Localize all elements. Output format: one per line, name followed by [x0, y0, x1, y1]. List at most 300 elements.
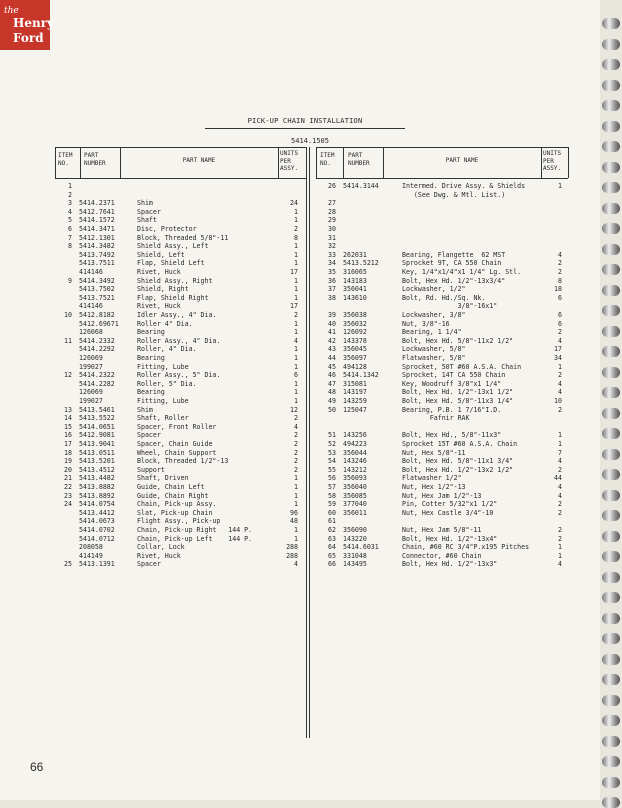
- units-per-assembly: 2: [294, 311, 298, 319]
- item-number: 66: [328, 560, 336, 569]
- part-name: Nut, Hex Jam 1/2"-13: [402, 491, 482, 500]
- item-number: 43: [328, 345, 336, 354]
- binding-coil: [602, 305, 620, 316]
- part-number: 5414.0651: [79, 422, 115, 431]
- binding-coil: [602, 182, 620, 193]
- part-name: Disc, Protector: [137, 225, 197, 233]
- item-number: 5: [68, 216, 72, 225]
- part-number: 5414.2282: [79, 379, 115, 388]
- table-row: [0, 285, 600, 294]
- binding-coil: [602, 510, 620, 521]
- item-number: 53: [328, 448, 336, 457]
- right-header-top-rule: [316, 147, 568, 148]
- item-number: 47: [328, 379, 336, 388]
- units-per-assembly: 2: [558, 268, 562, 276]
- item-number: 33: [328, 250, 336, 259]
- units-per-assembly: 2: [558, 328, 562, 337]
- table-row: [0, 191, 600, 200]
- units-per-assembly: 2: [558, 526, 562, 534]
- binding-coil: [602, 531, 620, 542]
- units-per-assembly: 1: [294, 500, 298, 509]
- part-name: Guide, Chain Left: [137, 483, 205, 491]
- units-per-assembly: 2: [558, 500, 562, 509]
- part-number: 5412.7641: [79, 207, 115, 216]
- part-number: 5414.2371: [79, 199, 115, 208]
- part-name: Guide, Chain Right: [137, 491, 209, 500]
- table-row: [0, 242, 600, 251]
- part-number: 262031: [343, 250, 367, 259]
- binding-coil: [602, 121, 620, 132]
- part-name: Bolt, Hex Hd. 1/2"-13x3/4": [402, 276, 506, 285]
- part-number: 356041: [343, 285, 367, 294]
- part-name: Sprocket, 50T #60 A.S.A. Chain: [402, 362, 522, 371]
- units-per-assembly: 1: [294, 293, 298, 302]
- part-number: 5413.5461: [79, 405, 115, 414]
- table-row: [0, 535, 600, 544]
- part-number: 5413.4482: [79, 474, 115, 483]
- binding-coil: [602, 572, 620, 583]
- item-number: 21: [64, 474, 72, 483]
- table-row: [0, 509, 600, 518]
- part-number: 5414.3144: [343, 182, 379, 190]
- part-name: Roller, 4" Dia.: [137, 345, 197, 354]
- table-row: [0, 440, 600, 449]
- units-per-assembly: 1: [294, 526, 298, 534]
- units-per-assembly: 8: [558, 276, 562, 285]
- binding-coil: [602, 18, 620, 29]
- part-number: 199027: [79, 397, 103, 405]
- table-row: [0, 414, 600, 423]
- units-per-assembly: 1: [294, 379, 298, 388]
- units-per-assembly: 288: [286, 551, 298, 560]
- part-number: 5413.7521: [79, 293, 115, 302]
- part-name: 3/8"-16x1": [402, 302, 498, 311]
- units-per-assembly: 1: [294, 250, 298, 259]
- part-number: 5412.69671: [79, 319, 119, 328]
- units-per-assembly: 17: [554, 345, 562, 354]
- part-number: 5414.0712: [79, 534, 115, 543]
- table-row: [0, 311, 600, 320]
- logo-text-the: the: [4, 6, 19, 16]
- part-name: Flap, Shield Left: [137, 259, 205, 268]
- table-row: [0, 431, 600, 440]
- binding-coil: [602, 244, 620, 255]
- part-number: 125047: [343, 405, 367, 414]
- units-per-assembly: 44: [554, 474, 562, 483]
- units-per-assembly: 1: [294, 276, 298, 285]
- part-name: Bearing, Flangette 62 MST: [402, 250, 506, 259]
- binding-coil: [602, 141, 620, 152]
- part-name: Wheel, Chain Support: [137, 448, 217, 457]
- part-name: Shaft: [137, 216, 157, 225]
- part-name: Shield, Left: [137, 250, 185, 259]
- binding-coil: [602, 264, 620, 275]
- units-per-assembly: 24: [290, 199, 298, 208]
- part-name: Shield, Right: [137, 285, 189, 294]
- units-per-assembly: 1: [558, 431, 562, 440]
- units-per-assembly: 1: [294, 397, 298, 405]
- units-per-assembly: 1: [294, 388, 298, 397]
- part-number: 126069: [79, 388, 103, 397]
- part-name: Idler Assy., 4" Dia.: [137, 311, 217, 319]
- table-row: [0, 552, 600, 561]
- table-row: [0, 182, 600, 191]
- left-header-top-rule: [55, 147, 307, 148]
- part-number: 414146: [79, 302, 103, 311]
- part-number: 5414.3471: [79, 225, 115, 233]
- binding-coil: [602, 654, 620, 665]
- binding-coil: [602, 223, 620, 234]
- table-row: [0, 517, 600, 526]
- logo-text-henry: Henry: [13, 16, 54, 30]
- part-name: Fafnir RAK: [402, 414, 470, 423]
- part-number: 126068: [79, 328, 103, 337]
- item-number: 48: [328, 388, 336, 397]
- part-number: 5413.5201: [79, 457, 115, 466]
- part-number: 199027: [79, 362, 103, 371]
- item-number: 51: [328, 431, 336, 440]
- item-number: 22: [64, 483, 72, 491]
- right-col-part-header: PART NUMBER: [348, 152, 370, 167]
- part-name: Block, Threaded 1/2"-13: [137, 457, 229, 466]
- units-per-assembly: 4: [558, 457, 562, 466]
- units-per-assembly: 1: [294, 362, 298, 371]
- part-name: Bolt, Rd. Hd./Sq. Nk.: [402, 293, 486, 302]
- binding-coil: [602, 59, 620, 70]
- part-number: 356040: [343, 483, 367, 491]
- part-name: Bearing, 1 1/4": [402, 328, 462, 337]
- binding-coil: [602, 408, 620, 419]
- part-name: Sprocket 15T #60 A.S.A. Chain: [402, 440, 518, 448]
- logo-text-ford: Ford: [13, 31, 44, 45]
- binding-coil: [602, 449, 620, 460]
- units-per-assembly: 2: [558, 508, 562, 517]
- binding-coil: [602, 39, 620, 50]
- units-per-assembly: 1: [294, 474, 298, 483]
- item-number: 16: [64, 431, 72, 440]
- item-number: 38: [328, 293, 336, 302]
- units-per-assembly: 288: [286, 543, 298, 552]
- item-number: 19: [64, 457, 72, 466]
- part-name: Lockwasher, 5/8": [402, 345, 466, 354]
- binding-coil: [602, 203, 620, 214]
- part-number: 5413.5212: [343, 259, 379, 268]
- item-number: 1: [68, 182, 72, 190]
- part-name: Fitting, Lube: [137, 362, 189, 371]
- part-number: 5414.2322: [79, 371, 115, 380]
- part-number: 5412.9081: [79, 431, 115, 440]
- units-per-assembly: 1: [294, 491, 298, 500]
- item-number: 3: [68, 199, 72, 208]
- units-per-assembly: 1: [294, 242, 298, 251]
- units-per-assembly: 48: [290, 517, 298, 526]
- page-title: PICK-UP CHAIN INSTALLATION: [247, 117, 363, 125]
- part-name: Shim: [137, 199, 153, 208]
- units-per-assembly: 17: [290, 268, 298, 276]
- item-number: 13: [64, 405, 72, 414]
- part-number: 356045: [343, 345, 367, 354]
- units-per-assembly: 2: [558, 534, 562, 543]
- units-per-assembly: 2: [294, 448, 298, 457]
- part-name: Roller, 5" Dia.: [137, 379, 197, 388]
- table-row: [0, 483, 600, 492]
- units-per-assembly: 8: [294, 233, 298, 242]
- part-name: Rivet, Huck: [137, 551, 181, 560]
- part-name: Flatwasher 1/2": [402, 474, 462, 483]
- table-row: [0, 371, 600, 380]
- table-row: [0, 225, 600, 234]
- table-row: [0, 492, 600, 501]
- part-number: 356044: [343, 448, 367, 457]
- table-row: [0, 268, 600, 277]
- part-number: 143495: [343, 560, 367, 569]
- item-number: 15: [64, 422, 72, 431]
- item-number: 60: [328, 508, 336, 517]
- table-row: [0, 320, 600, 329]
- left-header-bottom-rule: [55, 178, 307, 179]
- part-name: Nut, 3/8"-16: [402, 319, 450, 328]
- right-header-divider-3: [541, 147, 542, 178]
- left-col-name-header: PART NAME: [182, 157, 216, 164]
- item-number: 30: [328, 225, 336, 233]
- table-row: [0, 354, 600, 363]
- units-per-assembly: 2: [558, 405, 562, 414]
- units-per-assembly: 17: [290, 302, 298, 311]
- part-number: 126069: [79, 354, 103, 362]
- assembly-number: 5414.1505: [291, 137, 329, 145]
- item-number: 23: [64, 491, 72, 500]
- item-number: 34: [328, 259, 336, 268]
- table-row: [0, 216, 600, 225]
- part-name: Flap, Shield Right: [137, 293, 209, 302]
- table-row: [0, 251, 600, 260]
- units-per-assembly: 4: [294, 560, 298, 569]
- part-name: Intermed. Drive Assy. & Shields: [402, 182, 526, 190]
- part-number: 356085: [343, 491, 367, 500]
- item-number: 35: [328, 268, 336, 276]
- part-name: Bolt, Hex Hd. 1/2"-13x1 1/2": [402, 388, 514, 397]
- part-number: 377040: [343, 500, 367, 509]
- part-number: 356090: [343, 526, 367, 534]
- part-name: Flight Assy., Pick-up: [137, 517, 221, 526]
- item-number: 4: [68, 207, 72, 216]
- part-number: 356093: [343, 474, 367, 483]
- item-number: 49: [328, 397, 336, 405]
- part-number: 126092: [343, 328, 367, 337]
- item-number: 65: [328, 551, 336, 560]
- item-number: 41: [328, 328, 336, 337]
- part-name: Roller 4" Dia.: [137, 319, 193, 328]
- item-number: 26: [328, 182, 336, 190]
- part-number: 143183: [343, 276, 367, 285]
- henry-ford-logo: [0, 0, 54, 50]
- part-name: Key, Woodruff 3/8"x1 1/4": [402, 379, 502, 388]
- binding-coil: [602, 428, 620, 439]
- binding-coil: [602, 490, 620, 501]
- item-number: 7: [68, 233, 72, 242]
- part-number: 414146: [79, 268, 103, 276]
- item-number: 25: [64, 560, 72, 569]
- right-header-divider-0: [316, 147, 317, 178]
- units-per-assembly: 4: [558, 560, 562, 569]
- units-per-assembly: 6: [294, 371, 298, 380]
- units-per-assembly: 4: [294, 422, 298, 431]
- part-number: 316065: [343, 268, 367, 276]
- item-number: 9: [68, 276, 72, 285]
- part-number: 5413.8882: [79, 483, 115, 491]
- part-name: Spacer: [137, 207, 161, 216]
- item-number: 64: [328, 543, 336, 552]
- part-name: Shield Assy., Left: [137, 242, 209, 251]
- part-number: 5414.2332: [79, 336, 115, 345]
- binding-coil: [602, 162, 620, 173]
- part-number: 331048: [343, 551, 367, 560]
- units-per-assembly: 1: [294, 285, 298, 294]
- units-per-assembly: 2: [294, 440, 298, 448]
- right-col-units-header: UNITS PER ASSY.: [543, 150, 562, 172]
- part-number: 5413.8892: [79, 491, 115, 500]
- units-per-assembly: 1: [558, 182, 562, 190]
- left-col-part-header: PART NUMBER: [84, 152, 106, 167]
- part-name: Key, 1/4"x1/4"x1 1/4" Lg. Stl.: [402, 268, 522, 276]
- part-name: Bearing, P.B. 1 7/16"I.D.: [402, 405, 502, 414]
- right-header-divider-2: [383, 147, 384, 178]
- table-row: [0, 543, 600, 552]
- part-name: Nut, Hex Castle 3/4"-10: [402, 508, 494, 517]
- item-number: 36: [328, 276, 336, 285]
- item-number: 17: [64, 440, 72, 448]
- table-row: [0, 449, 600, 458]
- part-name: Sprocket 9T, CA 550 Chain: [402, 259, 502, 268]
- part-name: Bearing: [137, 328, 165, 337]
- part-name: Pin, Cotter 5/32"x1 1/2": [402, 500, 498, 509]
- part-number: 5412.8182: [79, 311, 115, 319]
- part-number: 5414.6031: [343, 543, 379, 552]
- part-name: Chain, #60 RC 3/4"P.x195 Pitches: [402, 543, 530, 552]
- part-name: Spacer: [137, 560, 161, 569]
- part-number: 5414.0673: [79, 517, 115, 526]
- left-header-divider-1: [80, 147, 81, 178]
- part-number: 5413.1391: [79, 560, 115, 569]
- part-number: 315081: [343, 379, 367, 388]
- binding-coil: [602, 756, 620, 767]
- right-header-bottom-rule: [316, 178, 568, 179]
- part-number: 5413.0511: [79, 448, 115, 457]
- units-per-assembly: 1: [294, 259, 298, 268]
- item-number: 44: [328, 354, 336, 362]
- part-name: Shaft, Driven: [137, 474, 189, 483]
- units-per-assembly: 96: [290, 508, 298, 517]
- units-per-assembly: 1: [294, 534, 298, 543]
- table-row: [0, 380, 600, 389]
- table-row: [0, 406, 600, 415]
- binding-coil: [602, 715, 620, 726]
- part-number: 356038: [343, 311, 367, 319]
- item-number: 29: [328, 216, 336, 225]
- item-number: 31: [328, 233, 336, 242]
- right-col-item-header: ITEM NO.: [320, 152, 335, 167]
- item-number: 54: [328, 457, 336, 466]
- units-per-assembly: 1: [294, 354, 298, 362]
- page-number: 66: [30, 760, 44, 774]
- units-per-assembly: 7: [558, 448, 562, 457]
- units-per-assembly: 2: [558, 259, 562, 268]
- item-number: 63: [328, 534, 336, 543]
- binding-coil: [602, 695, 620, 706]
- part-number: 494223: [343, 440, 367, 448]
- part-name: Nut, Hex 1/2"-13: [402, 483, 466, 491]
- part-number: 143378: [343, 336, 367, 345]
- part-name: Bolt, Hex Hd. 1/2"-13x4": [402, 534, 498, 543]
- units-per-assembly: 1: [558, 440, 562, 448]
- table-row: [0, 397, 600, 406]
- units-per-assembly: 2: [558, 465, 562, 474]
- part-name: Slat, Pick-up Chain: [137, 508, 213, 517]
- table-row: [0, 457, 600, 466]
- item-number: 55: [328, 465, 336, 474]
- units-per-assembly: 6: [558, 319, 562, 328]
- units-per-assembly: 1: [558, 551, 562, 560]
- table-row: [0, 474, 600, 483]
- spiral-binding: [600, 0, 622, 800]
- table-row: [0, 328, 600, 337]
- part-name: Lockwasher, 3/8": [402, 311, 466, 319]
- right-header-divider-1: [343, 147, 344, 178]
- part-number: 5412.1301: [79, 233, 115, 242]
- part-name: Shim: [137, 405, 153, 414]
- part-number: 143197: [343, 388, 367, 397]
- units-per-assembly: 34: [554, 354, 562, 362]
- units-per-assembly: 4: [558, 491, 562, 500]
- binding-coil: [602, 285, 620, 296]
- item-number: 57: [328, 483, 336, 491]
- part-number: 414149: [79, 551, 103, 560]
- binding-coil: [602, 346, 620, 357]
- item-number: 20: [64, 465, 72, 474]
- units-per-assembly: 6: [558, 311, 562, 319]
- part-number: 494128: [343, 362, 367, 371]
- part-number: 5414.1572: [79, 216, 115, 225]
- item-number: 39: [328, 311, 336, 319]
- item-number: 37: [328, 285, 336, 294]
- binding-coil: [602, 551, 620, 562]
- part-name: Nut, Hex Jam 5/8"-11: [402, 526, 482, 534]
- part-name: Chain, Pick-up Right 144 P.: [137, 526, 253, 534]
- units-per-assembly: 2: [294, 431, 298, 440]
- part-name: Lockwasher, 1/2": [402, 285, 466, 294]
- units-per-assembly: 4: [558, 483, 562, 491]
- item-number: 59: [328, 500, 336, 509]
- part-name: Spacer: [137, 431, 161, 440]
- binding-coil: [602, 469, 620, 480]
- binding-coil: [602, 367, 620, 378]
- part-number: 143246: [343, 457, 367, 466]
- part-number: 5413.5522: [79, 414, 115, 423]
- part-name: Collar, Lock: [137, 543, 185, 552]
- part-number: 5414.1342: [343, 371, 379, 380]
- item-number: 10: [64, 311, 72, 319]
- table-row: [0, 423, 600, 432]
- units-per-assembly: 4: [294, 336, 298, 345]
- units-per-assembly: 12: [290, 405, 298, 414]
- binding-coil: [602, 387, 620, 398]
- binding-coil: [602, 736, 620, 747]
- part-number: 5413.7492: [79, 250, 115, 259]
- item-number: 50: [328, 405, 336, 414]
- units-per-assembly: 2: [558, 371, 562, 380]
- part-name: Chain, Pick-up Assy.: [137, 500, 217, 509]
- table-row: [0, 363, 600, 372]
